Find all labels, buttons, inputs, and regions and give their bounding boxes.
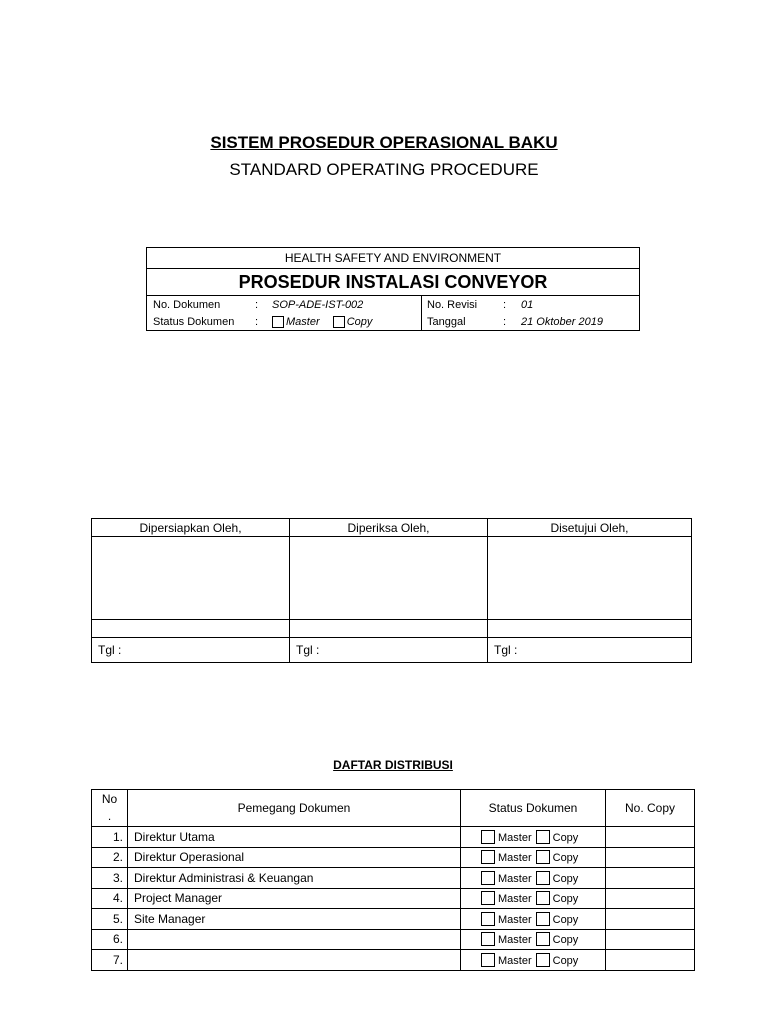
copy-checkbox[interactable] [536,953,550,967]
copy-label: Copy [552,872,579,885]
master-checkbox[interactable] [481,932,495,946]
row-holder [128,950,461,971]
row-holder: Direktur Utama [128,827,461,848]
row-copy-number [606,847,695,868]
no-dokumen-label: No. Dokumen [153,299,221,311]
copy-checkbox[interactable] [536,912,550,926]
master-label: Master [498,954,532,967]
master-checkbox[interactable] [481,830,495,844]
row-copy-number [606,868,695,889]
tanggal-label: Tanggal [427,316,466,328]
master-label: Master [498,872,532,885]
row-copy-number [606,950,695,971]
copy-checkbox[interactable] [536,830,550,844]
master-label: Master [498,913,532,926]
copy-checkbox[interactable] [536,871,550,885]
master-checkbox[interactable] [481,850,495,864]
prepared-name-area [92,620,290,638]
prepared-date: Tgl : [92,638,290,663]
document-header-box [146,247,640,331]
copy-label: Copy [552,831,579,844]
master-label: Master [498,893,532,906]
master-label: Master [498,934,532,947]
row-holder: Project Manager [128,888,461,909]
approved-name-area [488,620,692,638]
copy-label: Copy [552,852,579,865]
row-copy-number [606,929,695,950]
procedure-title: PROSEDUR INSTALASI CONVEYOR [147,269,639,296]
table-row [92,868,695,889]
master-checkbox[interactable] [272,316,284,328]
copy-checkbox[interactable] [333,316,345,328]
copy-label: Copy [552,893,579,906]
copy-label: Copy [552,934,579,947]
row-status [461,847,606,868]
approved-signature-area [488,537,692,620]
copy-label: Copy [346,316,373,328]
prepared-by-header: Dipersiapkan Oleh, [92,519,290,537]
row-number: 6. [92,929,128,950]
row-number: 7. [92,950,128,971]
checked-by-header: Diperiksa Oleh, [290,519,488,537]
document-subtitle: STANDARD OPERATING PROCEDURE [229,160,539,179]
row-holder [128,929,461,950]
checked-name-area [290,620,488,638]
table-row [92,929,695,950]
checked-signature-area [290,537,488,620]
row-status [461,868,606,889]
approved-by-header: Disetujui Oleh, [488,519,692,537]
signature-table [91,518,692,663]
copy-label: Copy [552,913,579,926]
master-checkbox[interactable] [481,953,495,967]
master-checkbox[interactable] [481,891,495,905]
colon: : [503,316,507,328]
no-revisi-value: 01 [521,299,534,311]
row-status [461,929,606,950]
col-status-header: Status Dokumen [461,790,606,827]
col-no-header: No . [92,790,128,827]
tanggal-value: 21 Oktober 2019 [521,316,603,328]
distribution-title: DAFTAR DISTRIBUSI [333,758,453,772]
copy-checkbox[interactable] [536,891,550,905]
checked-date: Tgl : [290,638,488,663]
row-status [461,950,606,971]
prepared-signature-area [92,537,290,620]
copy-checkbox[interactable] [536,932,550,946]
no-dokumen-value: SOP-ADE-IST-002 [272,299,364,311]
table-row [92,909,695,930]
row-copy-number [606,888,695,909]
status-dokumen-label: Status Dokumen [153,316,235,328]
master-label: Master [286,316,320,328]
row-status [461,827,606,848]
row-number: 4. [92,888,128,909]
copy-label: Copy [552,954,579,967]
approved-date: Tgl : [488,638,692,663]
table-row [92,827,695,848]
master-checkbox[interactable] [481,912,495,926]
row-number: 5. [92,909,128,930]
row-holder: Direktur Administrasi & Keuangan [128,868,461,889]
distribution-rows [92,827,695,971]
row-status [461,909,606,930]
table-row [92,888,695,909]
no-revisi-label: No. Revisi [427,299,478,311]
col-copy-header: No. Copy [606,790,695,827]
row-status [461,888,606,909]
document-title: SISTEM PROSEDUR OPERASIONAL BAKU [210,133,558,152]
row-copy-number [606,827,695,848]
table-row [92,847,695,868]
row-holder: Site Manager [128,909,461,930]
status-options [272,314,372,330]
master-checkbox[interactable] [481,871,495,885]
colon: : [255,299,259,311]
master-label: Master [498,831,532,844]
row-number: 1. [92,827,128,848]
row-holder: Direktur Operasional [128,847,461,868]
row-number: 2. [92,847,128,868]
department-label: HEALTH SAFETY AND ENVIRONMENT [147,248,639,269]
row-copy-number [606,909,695,930]
copy-checkbox[interactable] [536,850,550,864]
col-holder-header: Pemegang Dokumen [128,790,461,827]
header-divider [421,296,422,331]
master-label: Master [498,852,532,865]
colon: : [255,316,259,328]
table-row [92,950,695,971]
distribution-table [91,789,695,971]
row-number: 3. [92,868,128,889]
colon: : [503,299,507,311]
